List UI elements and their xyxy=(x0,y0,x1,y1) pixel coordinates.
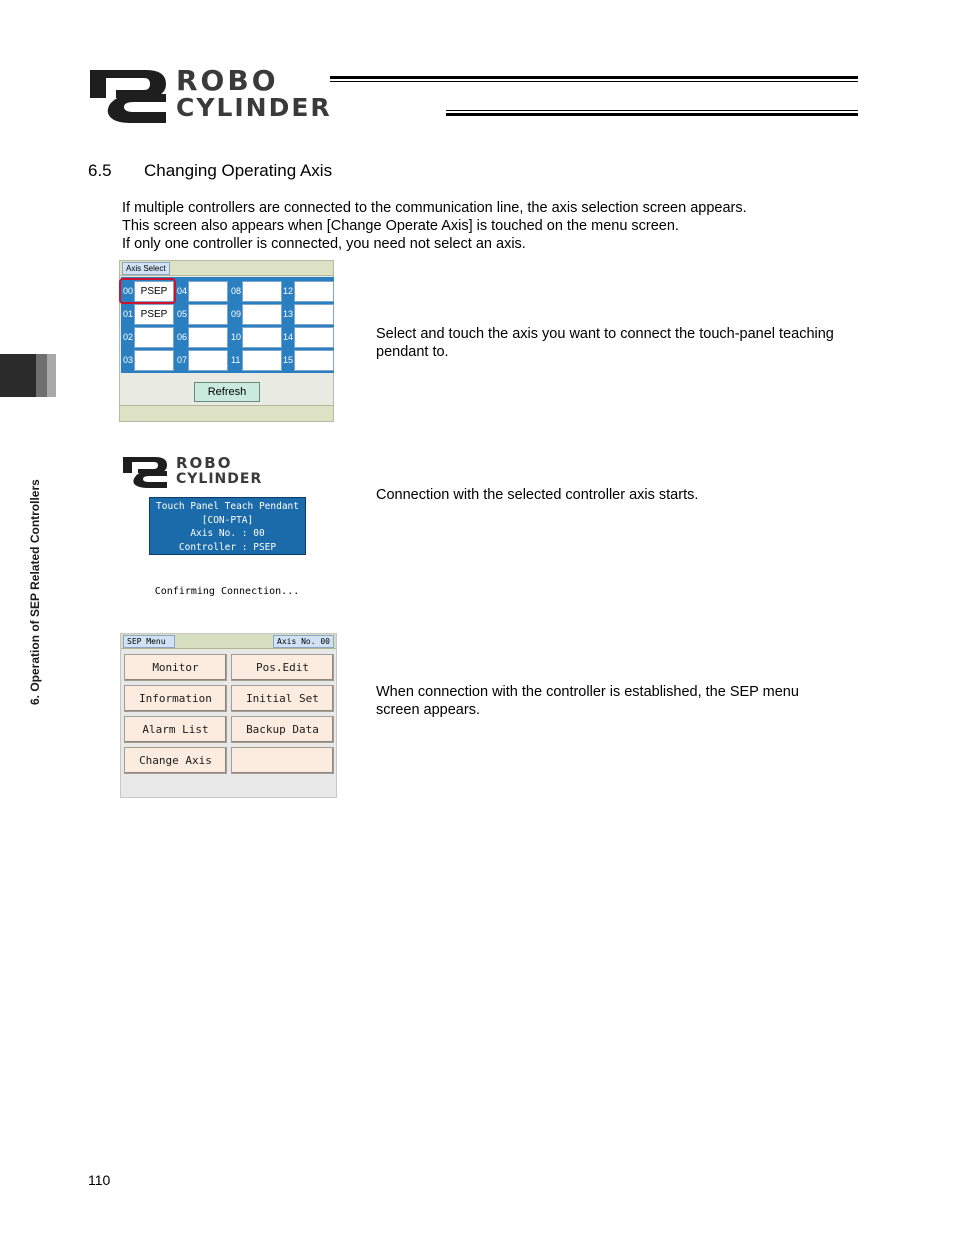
chapter-tab xyxy=(0,354,36,397)
connect-logo-line1: ROBO xyxy=(176,454,233,472)
connect-info-line: Touch Panel Teach Pendant xyxy=(156,501,299,512)
change-axis-button[interactable]: Change Axis xyxy=(124,747,227,774)
section-title: Changing Operating Axis xyxy=(144,161,333,180)
axis-number: 15 xyxy=(283,355,294,365)
backup-data-button[interactable]: Backup Data xyxy=(231,716,334,743)
axis-number: 10 xyxy=(231,332,242,342)
axis-grid xyxy=(121,277,334,373)
header-rule-bottom-thick xyxy=(446,113,858,116)
axis-number: 06 xyxy=(177,332,188,342)
intro-line: If multiple controllers are connected to the communication line, the axis selection screen appears. xyxy=(122,200,747,216)
header-rule-top-thin xyxy=(330,81,858,82)
intro-line: If only one controller is connected, you need not select an axis. xyxy=(122,236,526,252)
axis-select-title: Axis Select xyxy=(122,262,170,275)
axis-cell-08[interactable] xyxy=(242,281,282,302)
axis-number: 03 xyxy=(123,355,134,365)
connect-info-line: Axis No. : 00 xyxy=(190,528,265,539)
connection-status: Confirming Connection... xyxy=(154,586,300,597)
axis-cell-15[interactable] xyxy=(294,350,334,371)
axis-number: 08 xyxy=(231,286,242,296)
connect-info-line: Controller : PSEP xyxy=(178,541,277,553)
section-number: 6.5 xyxy=(88,161,112,180)
chapter-side-label: 6. Operation of SEP Related Controllers xyxy=(28,479,42,705)
axis-cell-12[interactable] xyxy=(294,281,334,302)
refresh-button[interactable]: Refresh xyxy=(194,382,260,402)
axis-cell-11[interactable] xyxy=(242,350,282,371)
axis-select-footer xyxy=(120,405,333,421)
connect-info-box xyxy=(149,497,306,555)
information-button[interactable]: Information xyxy=(124,685,227,712)
connect-logo-line2: CYLINDER xyxy=(176,471,263,487)
axis-select-screen xyxy=(119,260,334,422)
connect-info-line: [CON-PTA] xyxy=(201,514,254,526)
chapter-tab-shade xyxy=(36,354,47,397)
axis-number: 09 xyxy=(231,309,242,319)
axis-cell-01[interactable]: PSEP xyxy=(134,304,174,325)
axis-number: 13 xyxy=(283,309,294,319)
logo-text-line1: ROBO xyxy=(176,64,279,97)
axis-cell-14[interactable] xyxy=(294,327,334,348)
axis-cell-07[interactable] xyxy=(188,350,228,371)
header-rule-bottom xyxy=(446,110,858,111)
axis-number: 02 xyxy=(123,332,134,342)
monitor-button[interactable]: Monitor xyxy=(124,654,227,681)
selected-axis-highlight xyxy=(119,278,176,304)
axis-number: 04 xyxy=(177,286,188,296)
header-rule-top xyxy=(330,76,858,79)
axis-number: 11 xyxy=(231,355,241,365)
sep-menu-screen xyxy=(120,633,337,798)
chapter-tab-shade-light xyxy=(47,354,56,397)
axis-cell-09[interactable] xyxy=(242,304,282,325)
axis-number: 05 xyxy=(177,309,188,319)
connect-caption: Connection with the selected controller axis starts. xyxy=(376,487,699,503)
axis-number: 00 xyxy=(123,286,134,296)
axis-number: 01 xyxy=(123,309,134,319)
pos-edit-button[interactable]: Pos.Edit xyxy=(231,654,334,681)
empty-menu-button[interactable] xyxy=(231,747,334,774)
axis-cell-05[interactable] xyxy=(188,304,228,325)
sep-menu-title: SEP Menu xyxy=(123,635,175,648)
axis-cell-13[interactable] xyxy=(294,304,334,325)
axis-number: 14 xyxy=(283,332,294,342)
intro-line: This screen also appears when [Change Operate Axis] is touched on the menu screen. xyxy=(122,218,679,234)
axis-cell-10[interactable] xyxy=(242,327,282,348)
axis-number: 12 xyxy=(283,286,294,296)
sep-menu-caption: When connection with the controller is established, the SEP menu screen appears. xyxy=(376,684,799,718)
axis-number: 07 xyxy=(177,355,188,365)
axis-cell-03[interactable] xyxy=(134,350,174,371)
intro-paragraph xyxy=(122,199,842,253)
axis-cell-06[interactable] xyxy=(188,327,228,348)
sep-menu-titlebar xyxy=(121,634,336,649)
axis-select-titlebar xyxy=(120,261,333,276)
axis-select-caption: Select and touch the axis you want to connect the touch-panel teaching pendant to. xyxy=(376,326,834,360)
page-number: 110 xyxy=(88,1172,111,1188)
axis-cell-04[interactable] xyxy=(188,281,228,302)
logo-text-line2: CYLINDER xyxy=(176,93,332,122)
axis-cell-00[interactable]: PSEP xyxy=(134,281,174,302)
alarm-list-button[interactable]: Alarm List xyxy=(124,716,227,743)
axis-cell-02[interactable] xyxy=(134,327,174,348)
initial-set-button[interactable]: Initial Set xyxy=(231,685,334,712)
axis-number-label: Axis No. 00 xyxy=(273,635,334,648)
